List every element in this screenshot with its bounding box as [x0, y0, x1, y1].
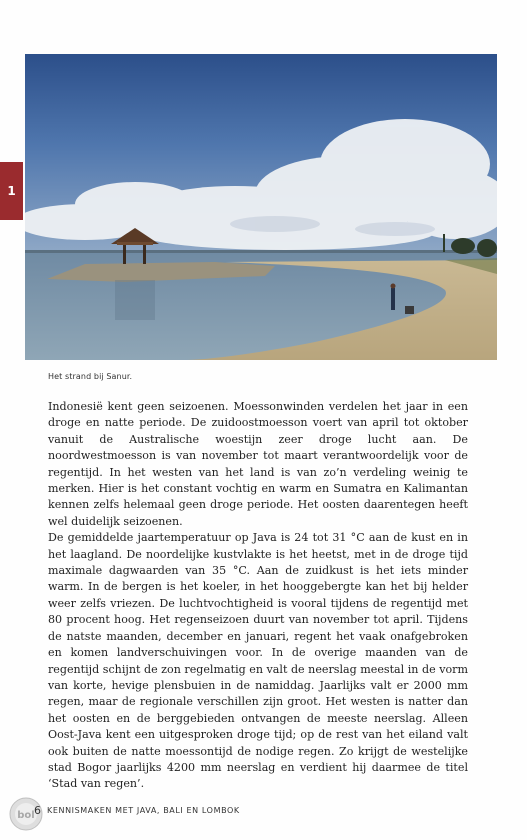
- paragraph: De gemiddelde jaartemperatuur op Java is 24 tot 31 °C aan de kust en in het laagland. De noordelijke kustvlakte is het heetst, met in de droge tijd maximale dagwaarden van 35 °C. Aan de zuidkust is het iets minder warm. In de bergen is het koeler, in het hooggebergte kan het bij helder weer zelfs vriezen. De luchtvochtigheid is vooral tijdens de regentijd met 80 procent hoog. Het regenseizoen duurt van november tot april. Tijdens de natste maanden, december en januari, regent het vaak onafgebroken en komen landverschuivingen voor. In de overige maanden van de regentijd schijnt de zon regelmatig en valt de neerslag meestal in de vorm van korte, hevige plensbuien in de namiddag. Jaarlijks valt er 2000 mm regen, maar de regionale verschillen zijn groot. Het westen is natter dan het oosten en de berggebieden ontvangen de meeste neerslag. Alleen Oost-Java kent een uitgesproken droge tijd; op de rest van het eiland valt ook buiten de natte moessontijd de nodige regen. Zo krijgt de westelijke stad Bogor jaarlijks 4200 mm neerslag en verdient hij daarmee de titel ‘Stad van regen’.: [48, 531, 468, 791]
- body-text: [48, 399, 468, 793]
- page-number: 6: [34, 803, 41, 817]
- running-head: KENNISMAKEN MET JAVA, BALI EN LOMBOK: [47, 805, 240, 815]
- svg-text:bol: bol: [17, 810, 35, 821]
- page-footer: [14, 798, 240, 822]
- beach-photo-image: [25, 54, 497, 360]
- chapter-number: 1: [7, 184, 16, 198]
- figure-caption: Het strand bij Sanur.: [48, 372, 133, 381]
- beach-photo: [25, 54, 497, 360]
- chapter-tab: [0, 162, 23, 220]
- paragraph: Indonesië kent geen seizoenen. Moessonwinden verdelen het jaar in een droge en natte periode. De zuidoostmoesson voert van april tot oktober vanuit de Australische woestijn zeer droge lucht aan. De noordwestmoesson is van november tot maart verantwoordelijk voor de regentijd. In het westen van het land is van zo’n verdeling weinig te merken. Hier is het constant vochtig en warm en Sumatra en Kalimantan kennen zelfs helemaal geen droge periode. Het oosten daarentegen heeft wel duidelijk seizoenen.: [48, 400, 468, 528]
